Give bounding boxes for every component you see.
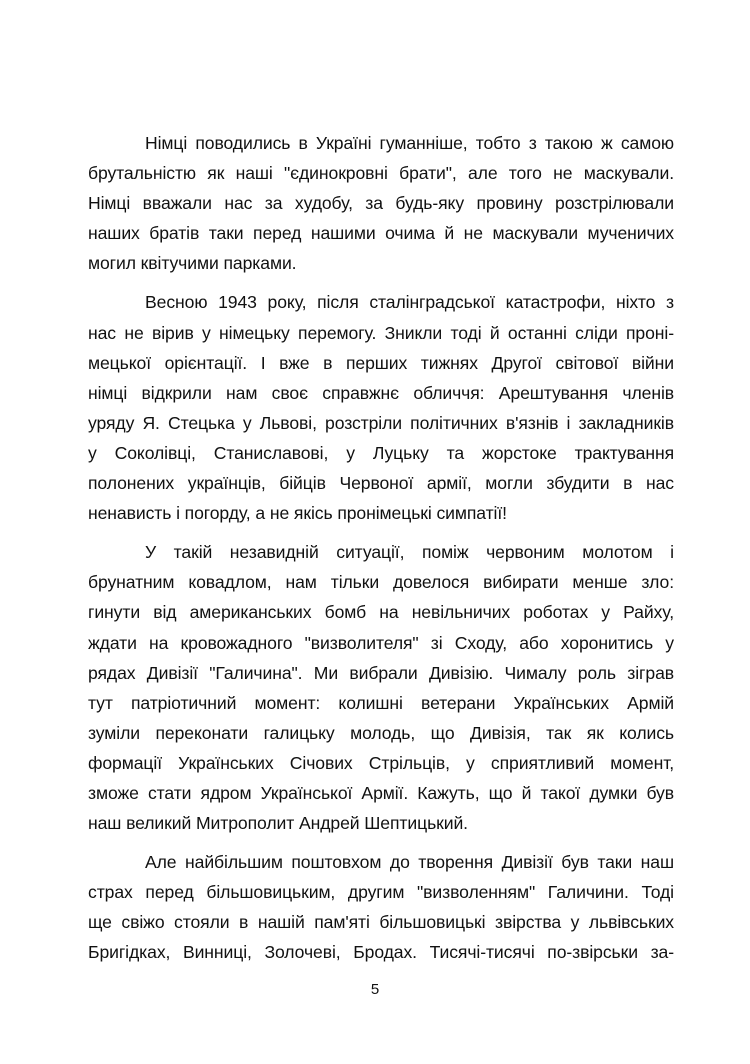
paragraph: [88, 128, 674, 278]
text-line: німці відкрили нам своє справжнє обличчя: Арештування членів: [88, 382, 674, 403]
paragraph: [88, 287, 674, 528]
text-line: ненависть і погорду, а не якісь пронімецькі симпатії!: [88, 503, 507, 524]
text-line: ждати на кровожадного "визволителя" зі Сходу, або хоронитись у: [88, 632, 674, 653]
paragraph: [88, 847, 674, 967]
text-line: брунатним ковадлом, нам тільки довелося вибирати менше зло:: [88, 572, 674, 593]
text-line: Німці поводились в Україні гуманніше, тобто з такою ж самою: [145, 133, 674, 153]
text-line: формації Українських Січових Стрільців, у сприятливий момент,: [88, 752, 674, 773]
text-line: зможе стати ядром Української Армії. Кажуть, що й такої думки був: [88, 782, 674, 803]
text-line: У такій незавидній ситуації, поміж червоним молотом і: [145, 542, 674, 563]
text-line: мецької орієнтації. І вже в перших тижнях Другої світової війни: [88, 352, 674, 373]
text-line: наших братів таки перед нашими очима й не маскували мученичих: [88, 223, 674, 244]
text-line: тут патріотичний момент: колишні ветерани Українських Армій: [88, 692, 674, 713]
text-line: нас не вірив у німецьку перемогу. Зникли тоді й останні сліди проні-: [88, 322, 674, 343]
text-line: рядах Дивізії "Галичина". Ми вибрали Дивізію. Чималу роль зіграв: [88, 662, 674, 683]
text-line: Німці вважали нас за худобу, за будь-яку провину розстрілювали: [88, 193, 674, 214]
text-line: у Соколівці, Станиславові, у Луцьку та жорстоке трактування: [88, 442, 674, 463]
text-line: могил квітучими парками.: [88, 253, 297, 274]
body-text: [88, 128, 674, 977]
text-line: Весною 1943 року, після сталінградської катастрофи, ніхто з: [145, 292, 674, 313]
text-line: страх перед більшовицьким, другим "визволенням" Галичини. Тоді: [88, 882, 674, 903]
text-line: брутальністю як наші "єдинокровні брати", але того не маскували.: [88, 163, 674, 184]
paragraph: [88, 537, 674, 838]
text-line: гинути від американських бомб на невільничих роботах у Райху,: [88, 602, 674, 623]
text-line: Але найбільшим поштовхом до творення Дивізії був таки наш: [145, 852, 674, 873]
text-line: уряду Я. Стецька у Львові, розстріли політичних в'язнів і закладників: [88, 412, 674, 433]
page-number: 5: [370, 981, 380, 998]
text-line: зуміли переконати галицьку молодь, що Дивізія, так як колись: [88, 722, 674, 743]
text-line: ще свіжо стояли в нашій пам'яті більшовицькі звірства у львівських: [88, 912, 674, 933]
text-line: полонених українців, бійців Червоної армії, могли збудити в нас: [88, 473, 674, 494]
text-line: наш великий Митрополит Андрей Шептицький.: [88, 813, 468, 834]
text-line: Бригідках, Винниці, Золочеві, Бродах. Тисячі-тисячі по-звірськи за-: [88, 942, 674, 963]
